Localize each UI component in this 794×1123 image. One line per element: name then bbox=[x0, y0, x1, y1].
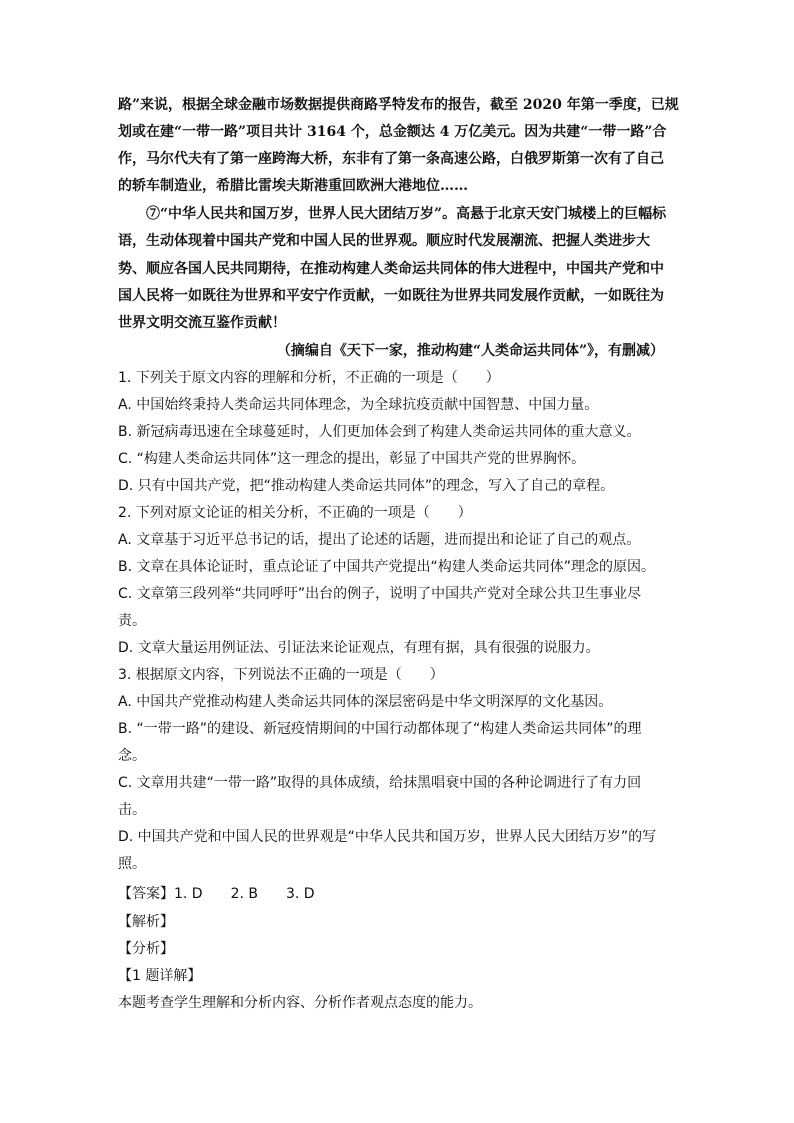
question-option: B. 新冠病毒迅速在全球蔓延时，人们更加体会到了构建人类命运共同体的重大意义。 bbox=[118, 424, 641, 440]
question-option-continued: 击。 bbox=[118, 802, 146, 818]
detail-heading: 【1 题详解】 bbox=[118, 968, 202, 984]
question-option: A. 中国始终秉持人类命运共同体理念，为全球抗疫贡献中国智慧、中国力量。 bbox=[118, 397, 599, 413]
question-stem: 1. 下列关于原文内容的理解和分析，不正确的一项是（ ） bbox=[118, 370, 500, 386]
question-option: A. 中国共产党推动构建人类命运共同体的深层密码是中华文明深厚的文化基因。 bbox=[118, 694, 613, 710]
question-option: B. 文章在具体论证时，重点论证了中国共产党提出“构建人类命运共同体”理念的原因。 bbox=[118, 559, 656, 575]
passage-line: 作，马尔代夫有了第一座跨海大桥，东非有了第一条高速公路，白俄罗斯第一次有了自己 bbox=[118, 151, 664, 167]
question-stem: 2. 下列对原文论证的相关分析，不正确的一项是（ ） bbox=[118, 505, 472, 521]
passage-line: ⑦“中华人民共和国万岁，世界人民大团结万岁”。高悬于北京天安门城楼上的巨幅标 bbox=[118, 206, 667, 222]
question-stem: 3. 根据原文内容，下列说法不正确的一项是（ ） bbox=[118, 667, 444, 683]
analysis-heading: 【解析】 bbox=[118, 914, 174, 930]
answer-values: 1. D 2. B 3. D bbox=[174, 886, 315, 902]
passage-line: 路”来说，根据全球金融市场数据提供商路孚特发布的报告，截至 2020 年第一季度，已规 bbox=[118, 97, 679, 113]
question-option-continued: 责。 bbox=[118, 613, 146, 629]
question-option: D. 文章大量运用例证法、引证法来论证观点，有理有据，具有很强的说服力。 bbox=[118, 640, 600, 656]
fenxi-heading: 【分析】 bbox=[118, 941, 174, 957]
passage-line: 的轿车制造业，希腊比雷埃夫斯港重回欧洲大港地位…… bbox=[118, 178, 468, 194]
passage-source: （摘编自《天下一家，推动构建“人类命运共同体”》，有删减） bbox=[276, 343, 664, 359]
passage-line: 国人民将一如既往为世界和平安宁作贡献，一如既往为世界共同发展作贡献，一如既往为 bbox=[118, 288, 664, 304]
question-option: C. “构建人类命运共同体”这一理念的提出，彰显了中国共产党的世界胸怀。 bbox=[118, 451, 586, 467]
question-option: B. “一带一路”的建设、新冠疫情期间的中国行动都体现了“构建人类命运共同体”的理 bbox=[118, 721, 642, 737]
question-option: C. 文章用共建“一带一路”取得的具体成绩，给抹黑唱衰中国的各种论调进行了有力回 bbox=[118, 775, 642, 791]
passage-line: 语，生动体现着中国共产党和中国人民的世界观。顺应时代发展潮流、把握人类进步大 bbox=[118, 233, 650, 249]
answer-line bbox=[118, 881, 315, 908]
question-option: D. 中国共产党和中国人民的世界观是“中华人民共和国万岁，世界人民大团结万岁”的写 bbox=[118, 829, 657, 845]
question-option-continued: 念。 bbox=[118, 748, 146, 764]
passage-line: 势、顺应各国人民共同期待，在推动构建人类命运共同体的伟大进程中，中国共产党和中 bbox=[118, 261, 664, 277]
passage-line: 划或在建“一带一路”项目共计 3164 个，总金额达 4 万亿美元。因为共建“一带一路”合 bbox=[118, 124, 667, 140]
question-option: D. 只有中国共产党，把“推动构建人类命运共同体”的理念，写入了自己的章程。 bbox=[118, 478, 615, 494]
question-option: C. 文章第三段列举“共同呼吁”出台的例子，说明了中国共产党对全球公共卫生事业尽 bbox=[118, 586, 642, 602]
question-option: A. 文章基于习近平总书记的话，提出了论述的话题，进而提出和论证了自己的观点。 bbox=[118, 532, 641, 548]
question-option-continued: 照。 bbox=[118, 856, 146, 872]
analysis-text: 本题考查学生理解和分析内容、分析作者观点态度的能力。 bbox=[118, 995, 482, 1011]
answer-label: 【答案】 bbox=[118, 886, 174, 902]
passage-line: 世界文明交流互鉴作贡献！ bbox=[118, 315, 286, 331]
